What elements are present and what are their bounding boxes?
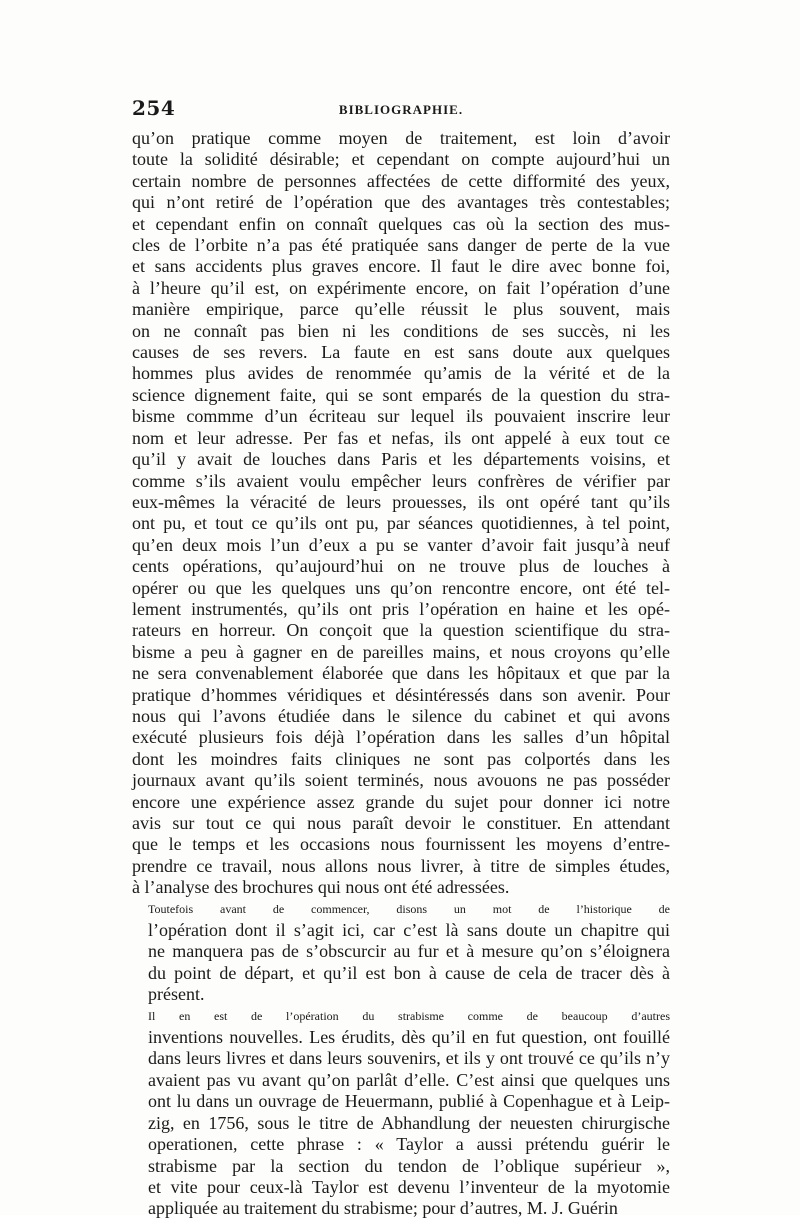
text-line: opérer ou que les quelques uns qu’on rencontre encore, ont été tel-	[132, 577, 670, 598]
text-line: et sans accidents plus graves encore. Il faut le dire avec bonne foi,	[132, 256, 670, 277]
text-line: science dignement faite, qui se sont emparés de la question du stra-	[132, 384, 670, 405]
body-text	[132, 128, 670, 1220]
text-line: eux-mêmes la véracité de leurs prouesses, ils ont opéré tant qu’ils	[132, 491, 670, 512]
text-line: toute la solidité désirable; et cependant on compte aujourd’hui un	[132, 149, 670, 170]
text-line: manière empirique, parce qu’elle réussit le plus souvent, mais	[132, 299, 670, 320]
text-line: qu’il y avait de louches dans Paris et les départements voisins, et	[132, 449, 670, 470]
text-line: lement instrumentés, qu’ils ont pris l’opération en haine et les opé-	[132, 598, 670, 619]
text-line: bisme a peu à gagner en de pareilles mains, et nous croyons qu’elle	[132, 641, 670, 662]
text-line: pratique d’hommes véridiques et désintéressés dans son avenir. Pour	[132, 684, 670, 705]
text-line: causes de ses revers. La faute en est sans doute aux quelques	[132, 342, 670, 363]
paragraph	[132, 128, 670, 899]
text-line: que le temps et les occasions nous fournissent les moyens d’entre-	[132, 834, 670, 855]
text-line: et cependant enfin on connaît quelques cas où la section des mus-	[132, 213, 670, 234]
text-line: l’opération dont il s’agit ici, car c’est là sans doute un chapitre qui	[148, 920, 670, 941]
text-line: présent.	[148, 984, 205, 1005]
text-line: ne sera convenablement élaborée que dans les hôpitaux et que par la	[132, 663, 670, 684]
text-line: et vite pour ceux-là Taylor est devenu l’inventeur de la myotomie	[148, 1176, 670, 1197]
text-line: on ne connaît pas bien ni les conditions de ses succès, ni les	[132, 320, 670, 341]
text-line: strabisme par la section du tendon de l’oblique supérieur »,	[148, 1155, 670, 1176]
running-head	[132, 96, 670, 126]
text-line: ont pu, et tout ce qu’ils ont pu, par séances quotidiennes, à tel point,	[132, 513, 670, 534]
paragraph	[132, 899, 670, 1006]
text-line: bisme commme d’un écriteau sur lequel ils pouvaient inscrire leur	[132, 406, 670, 427]
text-line: encore une expérience assez grande du sujet pour donner ici notre	[132, 791, 670, 812]
text-line: rateurs en horreur. On conçoit que la question scientifique du stra-	[132, 620, 670, 641]
text-line: qu’en deux mois l’un d’eux a pu se vanter d’avoir fait jusqu’à neuf	[132, 534, 670, 555]
text-line: avaient pas vu avant qu’on parlât d’elle. C’est ainsi que quelques uns	[148, 1069, 670, 1090]
page-number: 254	[132, 96, 176, 120]
text-line: comme s’ils avaient voulu empêcher leurs confrères de vérifier par	[132, 470, 670, 491]
text-line: journaux avant qu’ils soient terminés, nous avouons ne pas posséder	[132, 770, 670, 791]
text-line: à l’analyse des brochures qui nous ont été adressées.	[132, 877, 510, 898]
text-line: inventions nouvelles. Les érudits, dès qu’il en fut question, ont fouillé	[148, 1027, 670, 1048]
text-line: cents opérations, qu’aujourd’hui on ne trouve plus de louches à	[132, 556, 670, 577]
text-line: cles de l’orbite n’a pas été pratiquée sans danger de perte de la vue	[132, 235, 670, 256]
text-line: ont lu dans un ouvrage de Heuermann, publié à Copenhague et à Leip-	[148, 1091, 670, 1112]
text-line: zig, en 1756, sous le titre de Abhandlung der neuesten chirurgische	[148, 1112, 670, 1133]
text-line: Il en est de l’opération du strabisme comme de beaucoup d’autres	[148, 1008, 670, 1023]
text-line: qui n’ont retiré de l’opération que des avantages très contestables;	[132, 192, 670, 213]
text-line: nom et leur adresse. Per fas et nefas, ils ont appelé à eux tout ce	[132, 427, 670, 448]
text-line: Toutefois avant de commencer, disons un mot de l’historique de	[148, 901, 670, 916]
text-line: prendre ce travail, nous allons nous livrer, à titre de simples études,	[132, 855, 670, 876]
text-line: à l’heure qu’il est, on expérimente encore, on fait l’opération d’une	[132, 277, 670, 298]
text-line: nous qui l’avons étudiée dans le silence du cabinet et qui avons	[132, 705, 670, 726]
text-line: qu’on pratique comme moyen de traitement, est loin d’avoir	[132, 128, 670, 148]
text-line: dans leurs livres et dans leurs souvenirs, et ils y ont trouvé ce qu’ils n’y	[148, 1048, 670, 1069]
text-line: du point de départ, et qu’il est bon à cause de cela de tracer dès à	[148, 962, 670, 983]
text-line: appliquée au traitement du strabisme; pour d’autres, M. J. Guérin	[148, 1198, 618, 1219]
running-title: BIBLIOGRAPHIE.	[338, 102, 464, 117]
text-line: dont les moindres faits cliniques ne sont pas colportés dans les	[132, 748, 670, 769]
text-line: exécuté plusieurs fois déjà l’opération dans les salles d’un hôpital	[132, 727, 670, 748]
text-line: certain nombre de personnes affectées de cette difformité des yeux,	[132, 170, 670, 191]
text-line: operationen, cette phrase : « Taylor a aussi prétendu guérir le	[148, 1134, 670, 1155]
text-line: avis sur tout ce qui nous paraît devoir le constituer. En attendant	[132, 813, 670, 833]
text-line: hommes plus avides de renommée qu’amis de la vérité et de la	[132, 363, 670, 384]
paragraph	[132, 1006, 670, 1220]
text-line: ne manquera pas de s’obscurcir au fur et à mesure qu’on s’éloignera	[148, 941, 670, 962]
